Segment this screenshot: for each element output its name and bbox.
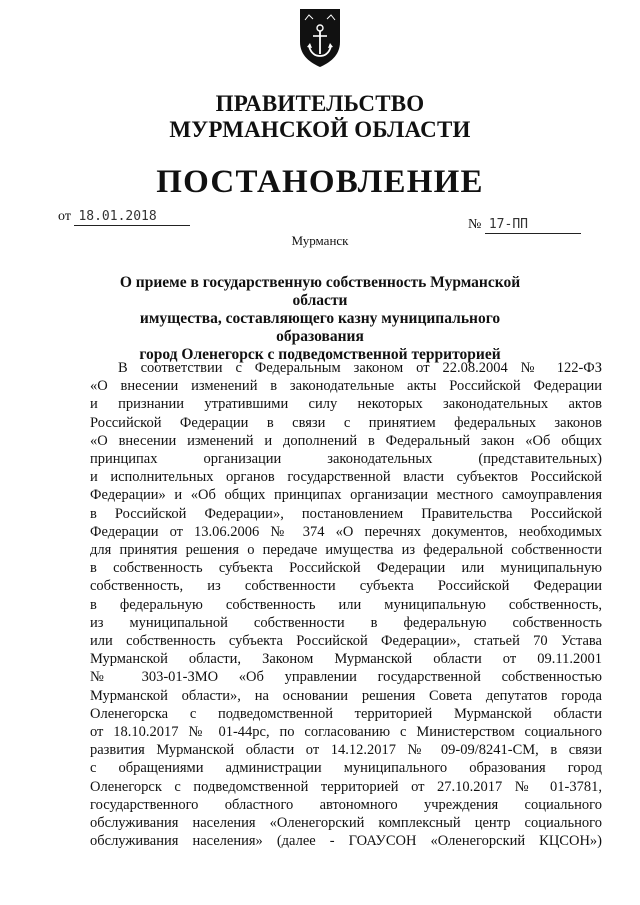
body-line: развития Мурманской области от 14.12.2017 № 09-09/8241-СМ, в связи	[90, 742, 602, 759]
body-line: обслуживания населения» (далее - ГОАУСОН «Оленегорский КЦСОН»)	[90, 833, 602, 850]
body-line: принципах организации законодательных (представительных)	[90, 451, 602, 468]
body-line: № 303-01-ЗМО «Об управлении государственной собственностью	[90, 669, 602, 686]
body-line: Российской Федерации в связи с принятием федеральных законов	[90, 414, 602, 431]
document-number-field	[468, 217, 581, 234]
title-line: имущества, составляющего казну муниципального образования	[139, 310, 501, 345]
body-line: собственность, из собственности субъекта Российской Федерации	[90, 578, 602, 595]
body-line: В соответствии с Федеральным законом от 22.08.2004 № 122-ФЗ	[118, 360, 602, 376]
body-line: Мурманской области, Законом Мурманской области от 09.11.2001	[90, 651, 602, 668]
title-line: О приеме в государственную собственность Мурманской области	[119, 274, 521, 309]
body-line: Оленегорска с подведомственной территорией Мурманской области	[90, 705, 602, 722]
number-value: 17-ПП	[488, 217, 528, 232]
city-name: Мурманск	[291, 233, 349, 248]
body-line: с обращениями администрации муниципального образования город	[90, 760, 602, 777]
body-line: в федеральную собственность или муниципальную собственность,	[90, 596, 602, 613]
title-line: город Оленегорск с подведомственной территорией	[139, 346, 501, 363]
body-line: в Российской Федерации», постановлением Правительства Российской	[90, 505, 602, 522]
body-line: Федерации» и «Об общих принципах организации местного самоуправления	[90, 487, 602, 504]
document-title	[100, 274, 540, 364]
body-line: в собственность субъекта Российской Федерации или муниципальную	[90, 560, 602, 577]
date-value: 18.01.2018	[78, 209, 157, 224]
government-name-line2: МУРМАНСКОЙ ОБЛАСТИ	[169, 117, 471, 142]
document-type-heading: ПОСТАНОВЛЕНИЕ	[156, 164, 484, 200]
body-line: государственного областного автономного учреждения социального	[90, 796, 602, 813]
body-line: Мурманской области», на основании решения Совета депутатов города	[90, 687, 602, 704]
body-line: и признании утратившими силу некоторых законодательных актов	[90, 396, 602, 413]
body-text	[90, 359, 602, 850]
coat-of-arms-icon	[297, 6, 343, 68]
body-line: от 18.10.2017 № 01-44рс, по согласованию с Министерством социального	[90, 724, 602, 741]
body-line: и исполнительных органов государственной власти субъектов Российской	[90, 469, 602, 486]
body-line: для принятия решения о передаче имущества из федеральной собственности	[90, 542, 602, 559]
date-field	[58, 209, 190, 226]
body-line: «О внесении изменений в законодательные акты Российской Федерации	[90, 378, 602, 395]
body-line: Федерации от 13.06.2006 № 374 «О перечнях документов, необходимых	[90, 523, 602, 540]
body-line: обслуживания населения «Оленегорский комплексный центр социального	[90, 815, 602, 832]
government-name-line1: ПРАВИТЕЛЬСТВО	[215, 91, 425, 116]
body-line: «О внесении изменений и дополнений в Федеральный закон «Об общих	[90, 432, 602, 449]
body-line: из муниципальной собственности в федеральную собственность	[90, 614, 602, 631]
number-prefix: №	[468, 217, 482, 232]
body-line: Оленегорск с подведомственной территорией от 27.10.2017 № 01-3781,	[90, 778, 602, 795]
date-prefix: от	[58, 209, 71, 224]
body-line: или собственность субъекта Российской Федерации», статьей 70 Устава	[90, 633, 602, 650]
